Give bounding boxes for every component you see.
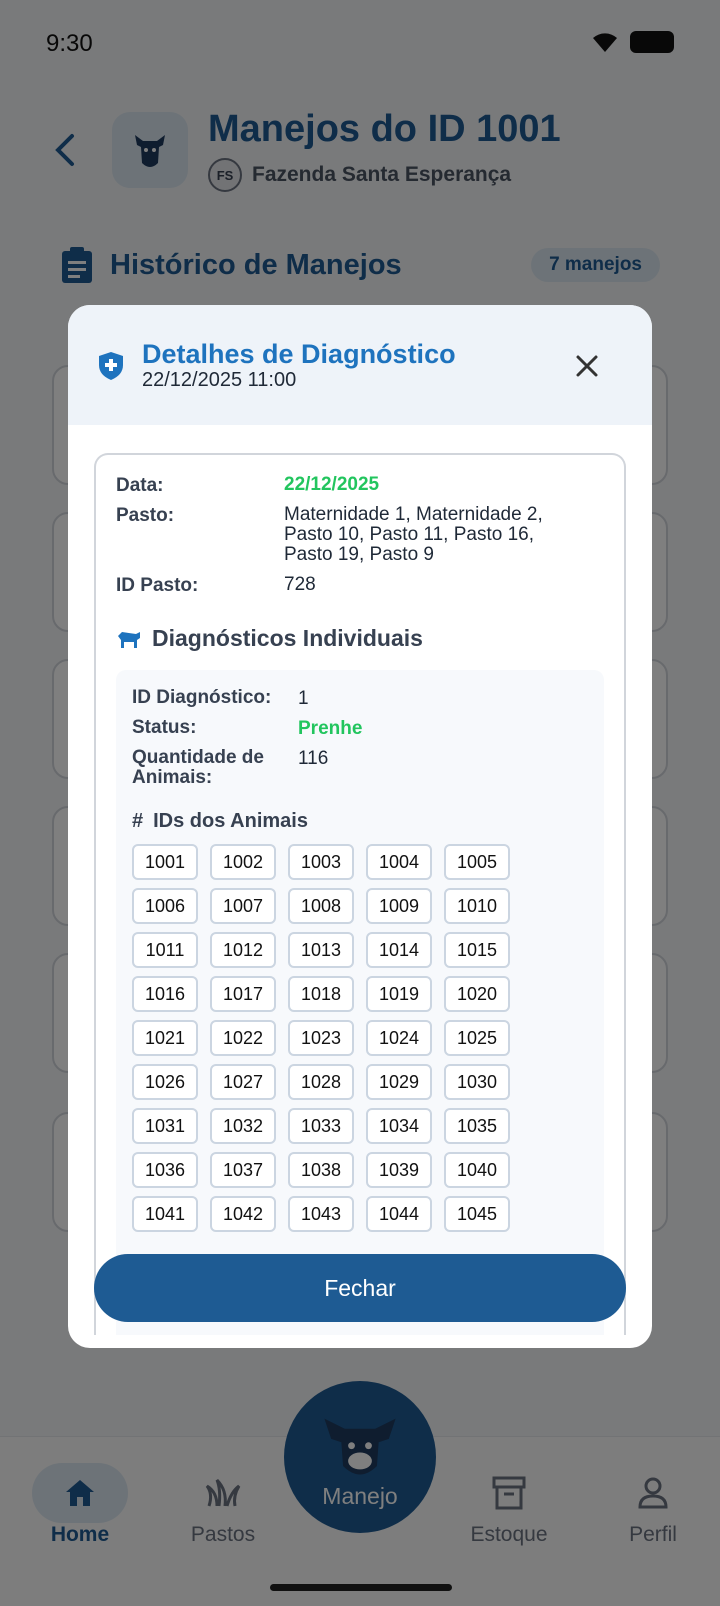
animal-id-chip: 1009 [366,888,432,924]
animal-id-chip: 1039 [366,1152,432,1188]
animal-id-chip: 1044 [366,1196,432,1232]
diagnostics-title: Diagnósticos Individuais [152,625,423,651]
animal-id-chip: 1006 [132,888,198,924]
animal-id-chip: 1024 [366,1020,432,1056]
field-label: Data: [116,475,164,496]
field-label: ID Pasto: [116,575,199,596]
modal-subtitle: 22/12/2025 11:00 [142,369,297,391]
animal-id-chip: 1026 [132,1064,198,1100]
animal-id-chip: 1003 [288,844,354,880]
animal-ids-header [132,810,308,833]
animal-id-chip: 1025 [444,1020,510,1056]
animal-id-grid [132,844,510,1232]
animal-id-chip: 1045 [444,1196,510,1232]
diagnostics-header [116,625,423,652]
animal-id-chip: 1001 [132,844,198,880]
animal-id-chip: 1013 [288,932,354,968]
diag-status-label: Status: [132,717,197,738]
animal-id-chip: 1014 [366,932,432,968]
animal-id-chip: 1027 [210,1064,276,1100]
animal-id-chip: 1037 [210,1152,276,1188]
animal-id-chip: 1023 [288,1020,354,1056]
animal-id-chip: 1043 [288,1196,354,1232]
animal-id-chip: 1012 [210,932,276,968]
animal-id-chip: 1005 [444,844,510,880]
animal-id-chip: 1008 [288,888,354,924]
close-icon[interactable] [572,351,602,381]
animal-id-chip: 1021 [132,1020,198,1056]
animal-id-chip: 1041 [132,1196,198,1232]
animal-ids-title: IDs dos Animais [153,810,308,832]
animal-id-chip: 1033 [288,1108,354,1144]
field-label: Pasto: [116,505,175,526]
modal-title: Detalhes de Diagnóstico [142,339,456,369]
animal-id-chip: 1018 [288,976,354,1012]
animal-id-chip: 1030 [444,1064,510,1100]
details-scroll-area[interactable] [94,453,626,1335]
diagnosis-modal [68,305,652,1348]
animal-id-chip: 1034 [366,1108,432,1144]
cattle-icon [116,628,142,650]
shield-plus-icon [98,351,124,381]
animal-id-chip: 1022 [210,1020,276,1056]
animal-id-chip: 1042 [210,1196,276,1232]
animal-id-chip: 1004 [366,844,432,880]
fechar-button[interactable]: Fechar [94,1254,626,1322]
animal-id-chip: 1017 [210,976,276,1012]
animal-id-chip: 1038 [288,1152,354,1188]
animal-id-chip: 1031 [132,1108,198,1144]
animal-id-chip: 1019 [366,976,432,1012]
field-value: 728 [284,574,316,595]
diag-qty-label: Quantidade de Animais: [132,747,264,788]
modal-header [68,305,652,425]
animal-id-chip: 1029 [366,1064,432,1100]
animal-id-chip: 1036 [132,1152,198,1188]
animal-id-chip: 1016 [132,976,198,1012]
animal-id-chip: 1002 [210,844,276,880]
animal-id-chip: 1032 [210,1108,276,1144]
diag-status-value: Prenhe [298,718,363,739]
diagnostic-card [116,670,604,1335]
animal-id-chip: 1020 [444,976,510,1012]
diag-qty-value: 116 [298,748,329,769]
animal-id-chip: 1040 [444,1152,510,1188]
animal-id-chip: 1011 [132,932,198,968]
field-value: 22/12/2025 [284,474,380,495]
animal-id-chip: 1007 [210,888,276,924]
diag-id-label: ID Diagnóstico: [132,687,272,708]
animal-id-chip: 1010 [444,888,510,924]
field-value: Maternidade 1, Maternidade 2, Pasto 10, Pasto 11, Pasto 16, Pasto 19, Pasto 9 [284,504,543,565]
diag-id-value: 1 [298,688,309,709]
animal-id-chip: 1015 [444,932,510,968]
animal-id-chip: 1028 [288,1064,354,1100]
animal-id-chip: 1035 [444,1108,510,1144]
hash-icon: # [132,810,144,832]
home-indicator [270,1584,452,1591]
